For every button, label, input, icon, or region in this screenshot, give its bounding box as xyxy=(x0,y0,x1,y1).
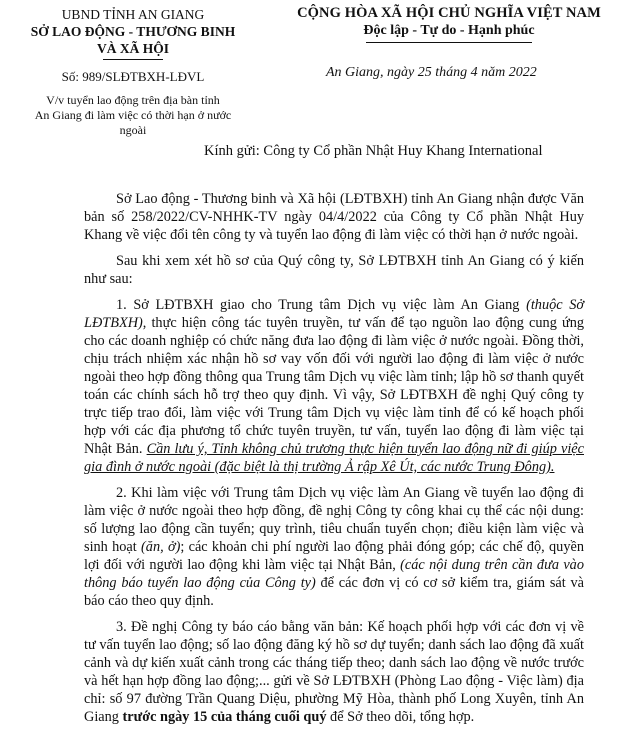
item-2-note-italic: (ăn, ở) xyxy=(141,539,181,555)
subject-line2: An Giang đi làm việc có thời hạn ở nước ngoài xyxy=(34,108,232,137)
item-3-text-a: 3. Đề nghị Công ty báo cáo bằng văn bản: Kế hoạch phối hợp với các đơn vị về tư vấn tuyển lao động; số lao động đăng ký hồ sơ dự tuyển; danh sách lao động đã xuất cảnh và dự kiến xuất cảnh trong các tháng tiếp theo; danh sách lao động về nước trước và hết hạn hợp đồng lao động;... gửi về Sở LĐTBXH (Phòng Lao động - Việc làm) địa chỉ: số 97 đường Trần Quang Diệu, phường Mỹ Hòa, thành phố Long Xuyên, tỉnh An Giang xyxy=(84,619,584,725)
subject-line1: V/v tuyển lao động trên địa bàn tỉnh xyxy=(46,93,220,107)
agency-underline xyxy=(103,59,163,60)
province-name: UBND TỈNH AN GIANG xyxy=(61,7,205,22)
item-1-text-c: , thực hiện công tác tuyên truyền, tư vấn để tạo nguồn lao động cung ứng cho các doanh nghiệp có chức năng đưa lao động đi làm việc ở nước ngoài. Đồng thời, chịu trách nhiệm xác nhận hồ sơ vay vốn đối với người lao động đi làm việc ở nước ngoài theo hợp đồng thông qua Trung tâm Dịch vụ việc làm tỉnh; lập hồ sơ thanh quyết toán các chính sách hỗ trợ theo quy định. Vì vậy, Sở LĐTBXH đề nghị Quý công ty trực tiếp trao đổi, làm việc với Trung tâm Dịch vụ việc làm tỉnh để có kế hoạch phối hợp với các địa phương tổ chức tuyên truyền, tư vấn, tuyển lao động đi làm việc tại Nhật Bản. xyxy=(84,315,584,457)
paragraph-item-2 xyxy=(84,484,584,610)
document-number: Số: 989/SLĐTBXH-LĐVL xyxy=(61,69,205,84)
issuing-agency-block xyxy=(24,6,242,138)
item-1-note-italic: (thuộc Sở LĐTBXH) xyxy=(84,297,584,331)
motto-underline xyxy=(366,42,532,43)
national-title-block xyxy=(284,4,614,43)
paragraph-opinion: Sau khi xem xét hồ sơ của Quý công ty, Sở LĐTBXH tỉnh An Giang có ý kiến như sau: xyxy=(84,253,584,287)
national-title: CỘNG HÒA XÃ HỘI CHỦ NGHĨA VIỆT NAM xyxy=(297,5,601,21)
paragraph-item-3 xyxy=(84,618,584,726)
item-3-deadline: trước ngày 15 của tháng cuối quý xyxy=(122,709,327,725)
item-2-text-a: 2. Khi làm việc với Trung tâm Dịch vụ việc làm An Giang về tuyển lao động đi làm việc ở nước ngoài theo hợp đồng, đề nghị Công ty công khai cụ thể các nội dung: số lượng lao động cần tuyển; quy trình, tiêu chuẩn tuyển chọn; điều kiện làm việc và sinh hoạt xyxy=(84,485,584,555)
date-line: An Giang, ngày 25 tháng 4 năm 2022 xyxy=(326,65,537,80)
letter-body xyxy=(84,190,584,734)
item-1-text-a: 1. Sở LĐTBXH giao cho Trung tâm Dịch vụ việc làm An Giang xyxy=(116,297,527,313)
paragraph-intro: Sở Lao động - Thương binh và Xã hội (LĐTBXH) tỉnh An Giang nhận được Văn bản số 258/2022/CV-NHHK-TV ngày 04/4/2022 của Công ty Cổ phần Nhật Huy Khang về việc đổi tên công ty và tuyển lao động đi làm việc có thời hạn ở nước ngoài. xyxy=(84,191,584,243)
item-2-text-e: để các đơn vị có cơ sở kiểm tra, giám sát và báo cáo theo quy định. xyxy=(84,575,584,609)
paragraph-item-1 xyxy=(84,296,584,476)
department-name-line1: SỞ LAO ĐỘNG - THƯƠNG BINH xyxy=(30,24,236,39)
item-2-note-italic-2: (các nội dung trên cần đưa vào thông báo tuyển lao động của Công ty) xyxy=(84,557,584,591)
item-2-text-c: ; các khoản chi phí người lao động phải đóng góp; các chế độ, quyền lợi đối với người lao động khi làm việc tại Nhật Bản, xyxy=(84,539,584,573)
item-1-warning: Cần lưu ý, Tỉnh không chủ trương thực hiện tuyển lao động nữ đi giúp việc gia đình ở nước ngoài (đặc biệt là thị trường Ả rập Xê Út, các nước Trung Đông). xyxy=(84,441,584,475)
national-motto: Độc lập - Tự do - Hạnh phúc xyxy=(363,23,535,38)
item-3-text-c: để Sở theo dõi, tổng hợp. xyxy=(326,709,475,725)
department-name-line2: VÀ XÃ HỘI xyxy=(96,41,169,56)
recipient-line: Kính gửi: Công ty Cổ phần Nhật Huy Khang International xyxy=(204,143,543,159)
